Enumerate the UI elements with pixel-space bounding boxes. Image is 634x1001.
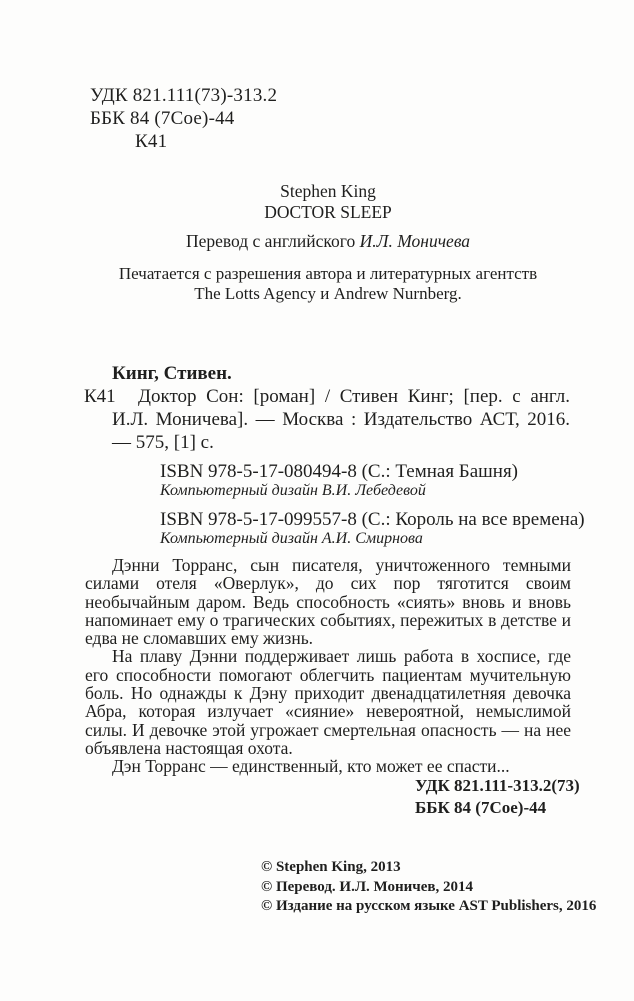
annotation-paragraph: Дэнни Торранс, сын писателя, уничтоженного темными силами отеля «Оверлук», до сих пор тяготится своим необычайным даром. Ведь способность «сиять» вновь и вновь напоминает ему о трагических событиях, пережитых в детстве и едва не сломавших ему жизнь.: [85, 555, 571, 649]
catalog-card-description-text: Доктор Сон: [роман] / Стивен Кинг; [пер. с англ. И.Л. Моничева]. — Москва : Издательство АСТ, 2016. — 575, [1] с.: [112, 386, 570, 453]
catalog-card: [84, 362, 570, 454]
copyright-line: © Stephen King, 2013: [261, 859, 401, 875]
original-author: Stephen King: [280, 181, 376, 201]
original-title-block: [85, 181, 571, 223]
design-credit: Компьютерный дизайн В.И. Лебедевой: [160, 482, 426, 499]
catalog-card-author-sign: К41: [84, 386, 116, 407]
isbn-entry: [160, 461, 585, 500]
author-sign: К41: [135, 131, 168, 152]
translation-credit-prefix: Перевод с английского: [185, 231, 360, 251]
isbn-section: [160, 461, 585, 548]
isbn-number: ISBN 978-5-17-080494-8 (С.: Темная Башня): [160, 461, 519, 482]
udk-number: УДК 821.111(73)-313.2: [90, 85, 278, 106]
design-credit: Компьютерный дизайн А.И. Смирнова: [160, 530, 423, 547]
original-title: DOCTOR SLEEP: [264, 202, 392, 222]
bbk-number-bottom: ББК 84 (7Сое)-44: [415, 798, 547, 817]
isbn-entry: [160, 509, 585, 548]
classification-bottom: [415, 775, 580, 819]
permission-line-2: The Lotts Agency и Andrew Nurnberg.: [194, 283, 462, 303]
permission-line-1: Печатается с разрешения автора и литературных агентств: [118, 264, 538, 283]
copyright-line: © Перевод. И.Л. Моничев, 2014: [261, 878, 473, 895]
classification-top: [90, 84, 277, 153]
permission-notice: [85, 264, 571, 303]
annotation-paragraph: На плаву Дэнни поддерживает лишь работа в хосписе, где его способности помогают облегчить пациентам мучительную боль. Но однажды к Дэну приходит двенадцатилетняя девочка Абра, которая излучает «сияние» невероятной, немыслимой силы. И девочке этой угрожает смертельная опасность — на нее объявлена настоящая охота.: [85, 646, 571, 758]
bbk-number: ББК 84 (7Сое)-44: [90, 108, 235, 129]
translator-name: И.Л. Моничева: [359, 231, 471, 251]
translation-credit: [85, 231, 571, 251]
catalog-card-description: [84, 385, 570, 454]
isbn-number: ISBN 978-5-17-099557-8 (С.: Король на все времена): [160, 509, 585, 530]
annotation: [85, 556, 571, 776]
copyright-line: © Издание на русском языке AST Publishers, 2016: [261, 898, 597, 915]
annotation-paragraph: Дэн Торранс — единственный, кто может ее спасти...: [112, 756, 510, 777]
catalog-card-heading: Кинг, Стивен.: [112, 363, 232, 384]
udk-number-bottom: УДК 821.111-313.2(73): [415, 776, 580, 795]
copyright-section: [261, 858, 596, 917]
